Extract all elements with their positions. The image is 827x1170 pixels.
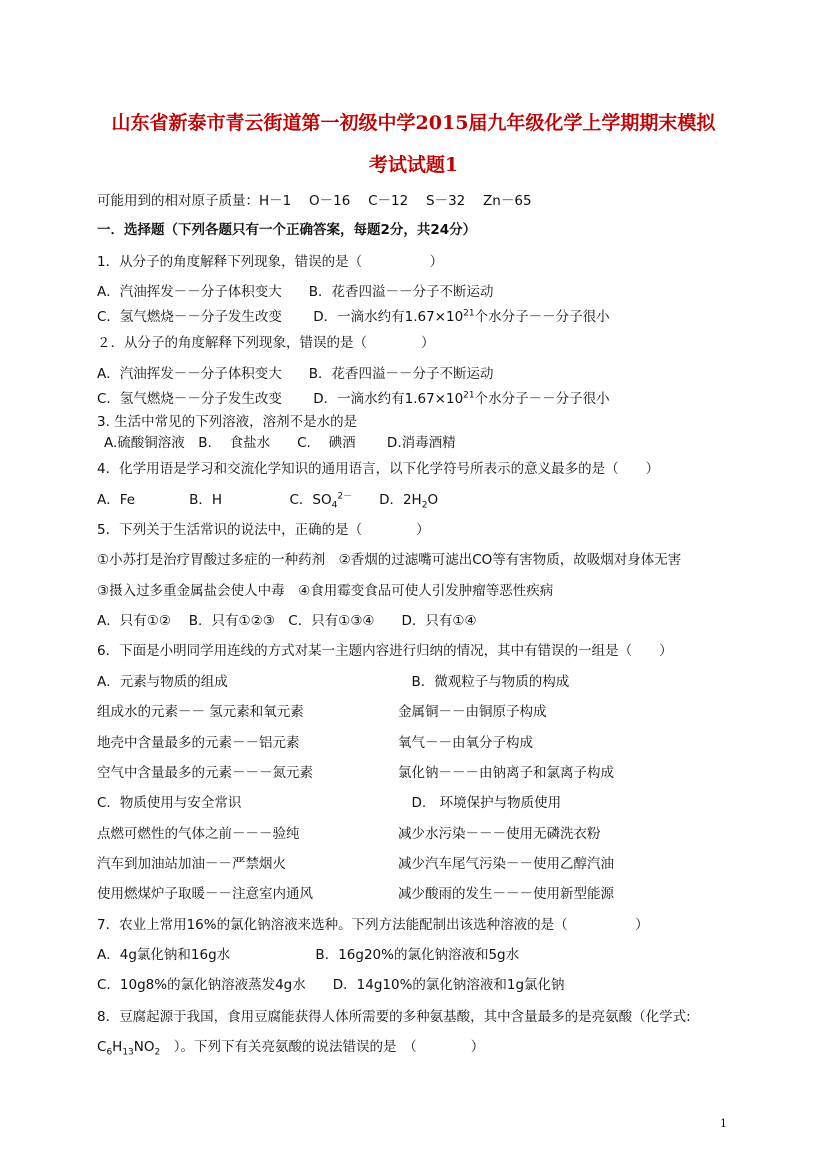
q8-formula-c: C <box>97 1039 107 1055</box>
q2-options-cd <box>97 390 610 408</box>
q8-formula-h-sub: 13 <box>122 1047 134 1058</box>
q4-options <box>97 491 438 509</box>
q5-options: A．只有①② B．只有①②③ C．只有①③④ D．只有①④ <box>97 613 477 629</box>
q4-option-d-tail: O <box>427 492 439 508</box>
q5-statement-2: ③摄入过多重金属盐会使人中毒 ④食用霉变食品可使人引发肿瘤等恶性疾病 <box>97 583 554 599</box>
q6-row-right: 氧气－－由氧分子构成 <box>398 735 533 751</box>
page-number: 1 <box>720 1117 727 1130</box>
q7-stem: 7．农业上常用16%的氯化钠溶液来选种。下列方法能配制出该选种溶液的是（ ） <box>97 917 649 933</box>
q2-option-d-tail: 个水分子－－分子很小 <box>474 391 610 407</box>
q3-stem: 3. 生活中常见的下列溶液，溶剂不是水的是 <box>97 414 358 430</box>
q6-row-left: A．元素与物质的组成 <box>97 674 228 690</box>
q6-row-right: D. 环境保护与物质使用 <box>398 795 562 811</box>
q6-row-right: B．微观粒子与物质的构成 <box>398 674 570 690</box>
section-heading: 一．选择题（下列各题只有一个正确答案，每题2分，共24分） <box>97 222 477 238</box>
q8-formula-h: H <box>112 1039 123 1055</box>
q6-row-left: 使用燃煤炉子取暖－－注意室内通风 <box>97 886 313 902</box>
q6-row-right: 减少水污染－－－使用无磷洗衣粉 <box>398 826 601 842</box>
q4-option-abc: A．Fe B．H C．SO <box>97 492 332 508</box>
document-title-line2: 考试试题1 <box>368 154 459 176</box>
q5-statement-1: ①小苏打是治疗胃酸过多症的一种药剂 ②香烟的过滤嘴可滤出CO等有害物质，故吸烟对身体无害 <box>97 552 682 568</box>
q6-stem: 6．下面是小明同学用连线的方式对某一主题内容进行归纳的情况，其中有错误的一组是（ ） <box>97 643 673 659</box>
q8-stem-tail: ）。下列下有关亮氨酸的说法错误的是 （ ） <box>160 1039 485 1055</box>
q6-row-left: 组成水的元素－－ 氢元素和氧元素 <box>97 704 304 720</box>
q4-option-d: D．2H <box>352 492 422 508</box>
q8-formula-no-sub: 2 <box>154 1047 161 1058</box>
q1-options-ab: A．汽油挥发－－分子体积变大 B．花香四溢－－分子不断运动 <box>97 284 494 300</box>
q2-options-ab: A．汽油挥发－－分子体积变大 B．花香四溢－－分子不断运动 <box>97 366 494 382</box>
q6-row-left: 点燃可燃性的气体之前－－－验纯 <box>97 826 300 842</box>
q5-stem: 5．下列关于生活常识的说法中，正确的是（ ） <box>97 522 430 538</box>
q6-row-left: C．物质使用与安全常识 <box>97 795 242 811</box>
q4-stem: 4．化学用语是学习和交流化学知识的通用语言，以下化学符号所表示的意义最多的是（ ） <box>97 461 660 477</box>
q1-options-cd <box>97 308 610 326</box>
q6-row-left: 地壳中含量最多的元素－－铝元素 <box>97 735 300 751</box>
q1-exponent: 21 <box>463 308 475 319</box>
q4-sulfate-subscript: 4 <box>331 500 338 511</box>
q1-option-c: C．氢气燃烧－－分子发生改变 D．一滴水约有1.67×10 <box>97 309 464 325</box>
q1-stem: 1．从分子的角度解释下列现象，错误的是（ ） <box>97 254 444 270</box>
q8-stem: 8．豆腐起源于我国，食用豆腐能获得人体所需要的多种氨基酸，其中含量最多的是亮氨酸（化学式: <box>97 1009 691 1025</box>
q8-formula-line <box>97 1038 484 1056</box>
q6-row-right: 氯化钠－－－由钠离子和氯离子构成 <box>398 765 614 781</box>
document-title-line1: 山东省新泰市青云街道第一初级中学2015届九年级化学上学期期末模拟 <box>111 112 716 134</box>
q6-row-left: 汽车到加油站加油－－严禁烟火 <box>97 856 286 872</box>
q2-exponent: 21 <box>463 390 475 401</box>
q6-row-right: 减少汽车尾气污染－－使用乙醇汽油 <box>398 856 614 872</box>
q4-sulfate-charge: 2－ <box>337 491 353 502</box>
q2-option-c: C．氢气燃烧－－分子发生改变 D．一滴水约有1.67×10 <box>97 391 464 407</box>
q8-formula-c-sub: 6 <box>106 1047 113 1058</box>
q4-option-d-subscript: 2 <box>421 500 428 511</box>
q6-row-right: 减少酸雨的发生－－－使用新型能源 <box>398 886 614 902</box>
q3-options: A.硫酸铜溶液 B. 食盐水 C. 碘酒 D.消毒酒精 <box>104 435 456 451</box>
q1-option-d-tail: 个水分子－－分子很小 <box>474 309 610 325</box>
q6-row-left: 空气中含量最多的元素－－－氮元素 <box>97 765 313 781</box>
q7-options-ab: A．4g氯化钠和16g水 B．16g20%的氯化钠溶液和5g水 <box>97 947 520 963</box>
q6-row-right: 金属铜－－由铜原子构成 <box>398 704 547 720</box>
q8-formula-no: NO <box>133 1039 155 1055</box>
q7-options-cd: C．10g8%的氯化钠溶液蒸发4g水 D．14g10%的氯化钠溶液和1g氯化钠 <box>97 977 565 993</box>
q2-stem: ２．从分子的角度解释下列现象，错误的是（ ） <box>97 335 435 351</box>
atomic-mass-line: 可能用到的相对原子质量：H－1 O－16 C－12 S－32 Zn－65 <box>97 193 532 209</box>
